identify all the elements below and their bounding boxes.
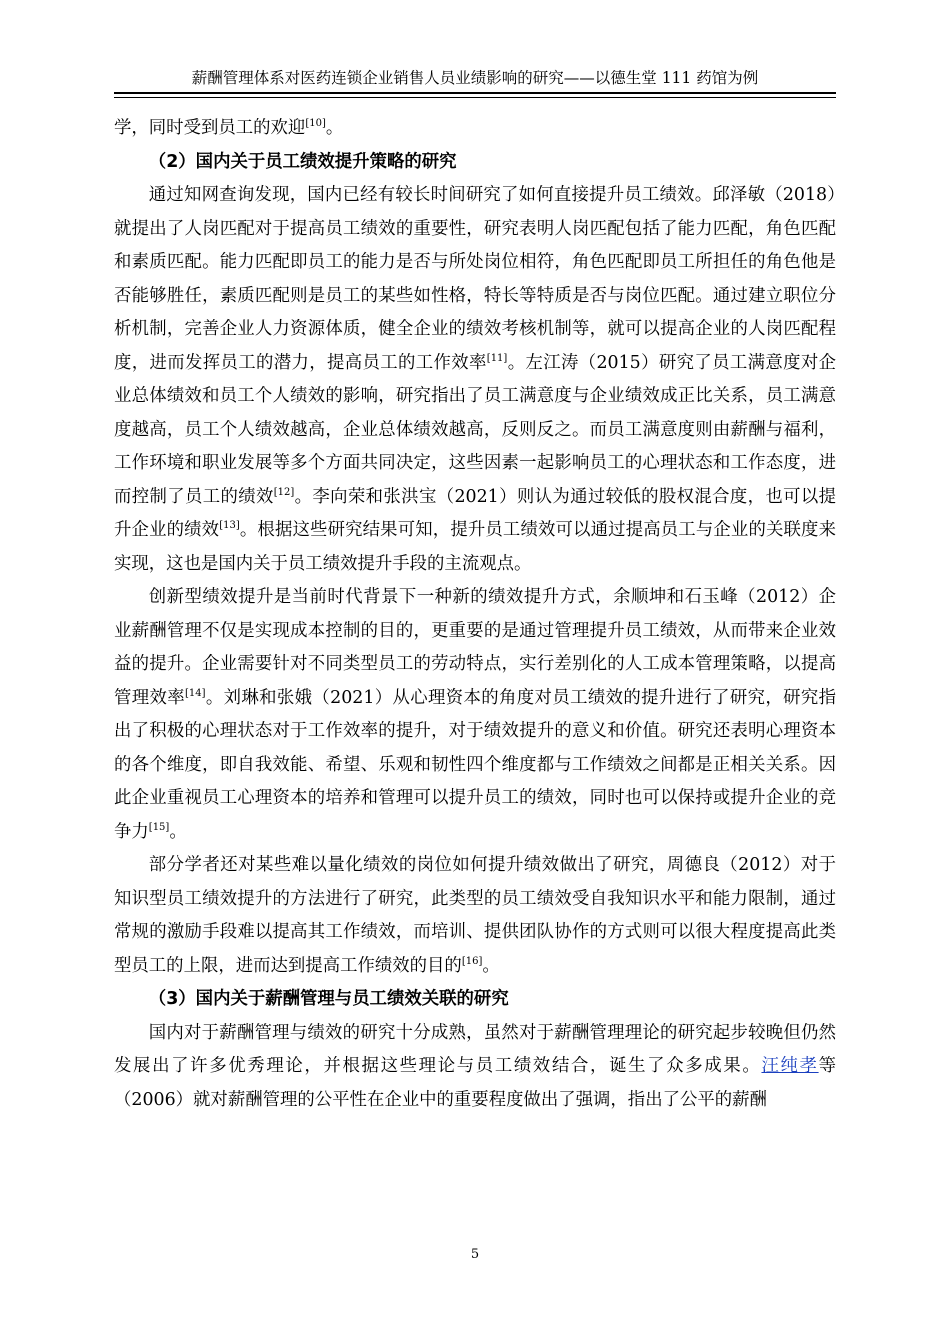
paragraph-2 xyxy=(114,581,836,849)
body-text xyxy=(114,112,836,1117)
citation-ref: [11] xyxy=(486,352,508,364)
text-span: 。 xyxy=(169,821,187,842)
text-span: 。刘琳和张娥（2021）从心理资本的角度对员工绩效的提升进行了研究，研究指出了积极的心理状态对于工作效率的提升，对于绩效提升的意义和价值。研究还表明心理资本的各个维度，即自我效能、希望、乐观和韧性四个维度都与工作绩效之间都是正相关关系。因此企业重视员工心理资本的培养和管理可以提升员工的绩效，同时也可以保持或提升企业的竞争力 xyxy=(114,687,836,842)
text-span: 。 xyxy=(482,955,500,976)
text-span: 等（2006）就对薪酬管理的公平性在企业中的重要程度做出了强调，指出了公平的薪酬 xyxy=(114,1056,836,1110)
paragraph-continuation xyxy=(114,112,836,146)
author-link[interactable]: 汪纯孝 xyxy=(761,1056,819,1076)
paragraph-1 xyxy=(114,179,836,581)
section-heading-3: （3）国内关于薪酬管理与员工绩效关联的研究 xyxy=(148,989,509,1009)
text-span: 。李向荣和张洪宝（2021）则认为通过较低的股权混合度，也可以提升企业的绩效 xyxy=(114,486,836,540)
text-span: 学，同时受到员工的欢迎 xyxy=(114,118,306,138)
text-span: 。左江涛（2015）研究了员工满意度对企业总体绩效和员工个人绩效的影响，研究指出了员工满意度与企业绩效成正比关系，员工满意度越高，员工个人绩效越高，企业总体绩效越高，反则反之。而员工满意度则由薪酬与福利，工作环境和职业发展等多个方面共同决定，这些因素一起影响员工的心理状态和工作态度，进而控制了员工的绩效 xyxy=(114,352,836,507)
citation-ref: [12] xyxy=(273,486,295,498)
page-number: 5 xyxy=(470,1247,480,1262)
citation-ref: [16] xyxy=(461,955,483,967)
text-span: 创新型绩效提升是当前时代背景下一种新的绩效提升方式，余顺坤和石玉峰（2012）企业薪酬管理不仅是实现成本控制的目的，更重要的是通过管理提升员工绩效，从而带来企业效益的提升。企业需要针对不同类型员工的劳动特点，实行差别化的人工成本管理策略，以提高管理效率 xyxy=(114,587,836,708)
citation-ref: [10] xyxy=(305,118,326,129)
text-span: 通过知网查询发现，国内已经有较长时间研究了如何直接提升员工绩效。邱泽敏（2018）就提出了人岗匹配对于提高员工绩效的重要性，研究表明人岗匹配包括了能力匹配，角色匹配和素质匹配。能力匹配即员工的能力是否与所处岗位相符，角色匹配即员工所担任的角色他是否能够胜任，素质匹配则是员工的某些如性格，特长等特质是否与岗位匹配。通过建立职位分析机制，完善企业人力资源体质，健全企业的绩效考核机制等，就可以提高企业的人岗匹配程度，进而发挥员工的潜力，提高员工的工作效率 xyxy=(114,185,836,373)
text-span: 国内对于薪酬管理与绩效的研究十分成熟，虽然对于薪酬管理理论的研究起步较晚但仍然发展出了许多优秀理论，并根据这些理论与员工绩效结合，诞生了众多成果。 xyxy=(114,1022,836,1076)
header-rule-thick xyxy=(114,92,836,94)
citation-ref: [14] xyxy=(185,687,206,699)
text-span: 。 xyxy=(325,118,344,138)
section-heading-2: （2）国内关于员工绩效提升策略的研究 xyxy=(148,151,457,172)
citation-ref: [15] xyxy=(148,821,170,833)
paragraph-3 xyxy=(114,849,836,983)
paragraph-4 xyxy=(114,1017,836,1118)
text-span: 部分学者还对某些难以量化绩效的岗位如何提升绩效做出了研究，周德良（2012）对于知识型员工绩效提升的方法进行了研究，此类型的员工绩效受自我知识水平和能力限制，通过常规的激励手段难以提高其工作绩效，而培训、提供团队协作的方式则可以很大程度提高此类型员工的上限，进而达到提高工作绩效的目的 xyxy=(114,855,836,976)
citation-ref: [13] xyxy=(219,520,240,531)
running-header: 薪酬管理体系对医药连锁企业销售人员业绩影响的研究——以德生堂 111 药馆为例 xyxy=(191,69,759,87)
text-span: 。根据这些研究结果可知，提升员工绩效可以通过提高员工与企业的关联度来实现，这也是国内关于员工绩效提升手段的主流观点。 xyxy=(114,520,836,574)
header-rule-thin xyxy=(114,97,836,98)
